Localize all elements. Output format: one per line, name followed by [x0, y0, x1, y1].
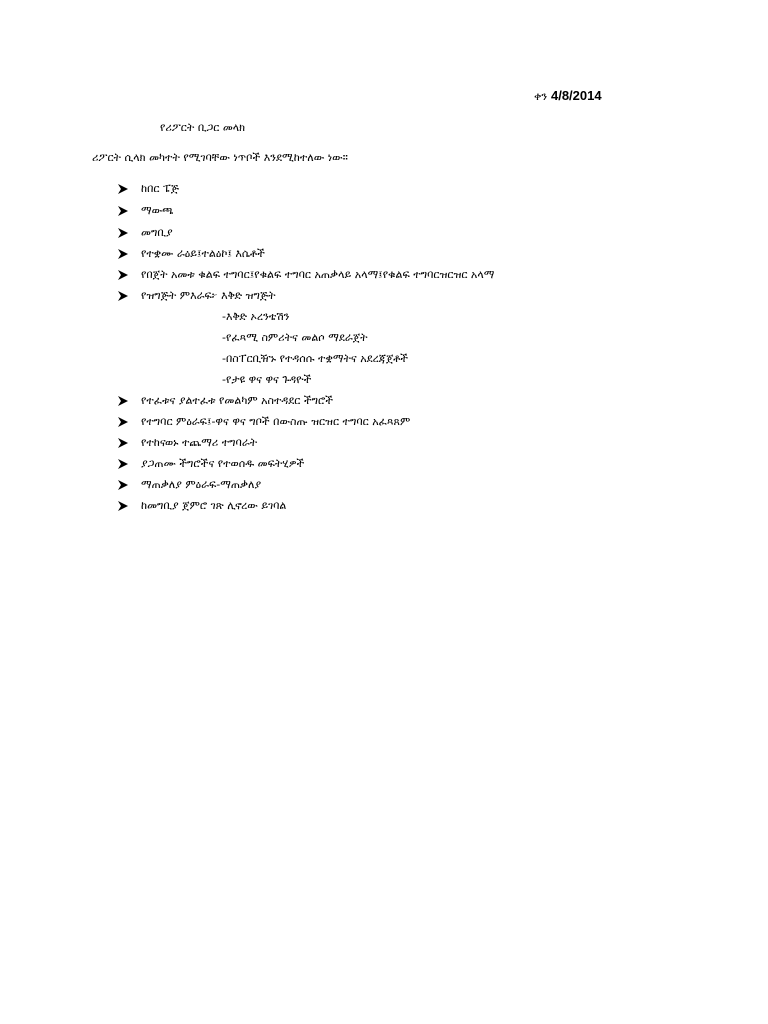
arrowhead-bullet-icon [117, 395, 129, 407]
arrowhead-bullet-icon [117, 269, 129, 281]
date-label: ቀን [534, 90, 548, 103]
document-title: የሪፖርት ቢጋር መላክ [160, 121, 246, 134]
list-item [117, 224, 173, 242]
list-item [117, 476, 261, 494]
arrowhead-bullet-icon [117, 500, 129, 512]
arrowhead-bullet-icon [117, 458, 129, 470]
list-item-text: የተፈቱና ያልተፈቱ የመልካም አስተዳደር ችግሮች [141, 394, 334, 407]
list-item-text: የተከናወኑ ተጨማሪ ተግባራት [141, 436, 258, 449]
arrowhead-bullet-icon [117, 437, 129, 449]
arrowhead-bullet-icon [117, 248, 129, 260]
list-item [117, 180, 179, 198]
list-item-text: የዝግጅት ምእራፍ፦ እቅድ ዝግጅት [141, 289, 276, 302]
arrowhead-bullet-icon [117, 227, 129, 239]
list-item-text: ማውጫ [141, 204, 174, 217]
list-item-text: ከመግቢያ ጀምሮ ገጽ ሊኖረው ይገባል [141, 499, 287, 512]
intro-paragraph: ሪፖርት ሲላክ መካተት የሚገባቸው ነጥቦች እንደሚከተለው ነው። [92, 151, 348, 164]
list-item [117, 202, 174, 220]
list-item [117, 266, 494, 284]
list-item-text: የበጀት አመቱ ቁልፍ ተግባር፤የቁልፍ ተግባር አጠቃላይ አላማ፤የቁልፍ ተግባርዝርዝር አላማ [141, 268, 495, 281]
sub-list-item: -በስፐርቢዥኑ የተዳሰሱ ተቋማትና አደረጃጀቶች [222, 352, 409, 365]
sub-list-item: -እቅድ ኦረንቴሽን [222, 310, 290, 323]
list-item [117, 497, 286, 515]
arrowhead-bullet-icon [117, 416, 129, 428]
arrowhead-bullet-icon [117, 205, 129, 217]
sub-list-item: -የፈጻሚ ስምሪትና መልሶ ማደራጀት [222, 331, 368, 344]
list-item-text: ያጋጠሙ ችግሮችና የተወሰዱ መፍትሂዎች [141, 457, 305, 470]
sub-list-item: -የታዩ ዋና ዋና ጉዳዮች [222, 373, 312, 386]
list-item-text: የተግባር ምዕራፍ፤-ዋና ዋና ግቦች በውስጡ ዝርዝር ተግባር አፈጻጸም [141, 415, 411, 428]
arrowhead-bullet-icon [117, 183, 129, 195]
list-item-text: መግቢያ [141, 226, 173, 239]
list-item [117, 455, 304, 473]
list-item-text: ከበር ፔጅ [141, 182, 179, 195]
list-item-text: ማጠቃለያ ምዕራፍ-ማጠቃለያ [141, 478, 262, 491]
date-value: 4/8/2014 [550, 88, 602, 103]
list-item [117, 413, 410, 431]
list-item [117, 287, 276, 305]
list-item [117, 434, 257, 452]
arrowhead-bullet-icon [117, 479, 129, 491]
date-line [534, 88, 602, 105]
list-item [117, 392, 333, 410]
list-item-text: የተቋሙ ራዕይ፤ተልዕኮ፤ እሴቶች [141, 247, 265, 260]
list-item [117, 245, 265, 263]
arrowhead-bullet-icon [117, 290, 129, 302]
